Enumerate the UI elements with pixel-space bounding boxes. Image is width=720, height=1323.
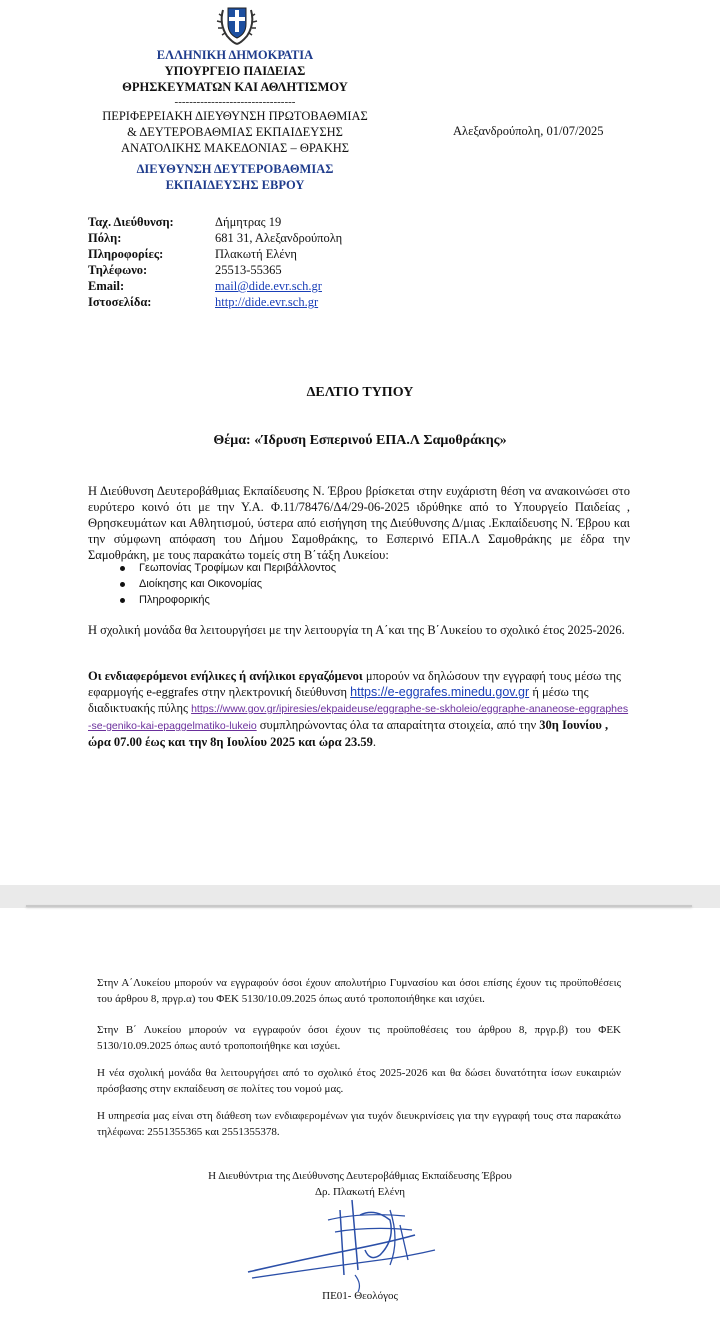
handwritten-signature bbox=[240, 1180, 470, 1295]
website-link[interactable]: http://dide.evr.sch.gr bbox=[215, 295, 319, 309]
contact-value: 25513-55365 bbox=[215, 263, 282, 277]
email-link[interactable]: mail@dide.evr.sch.gr bbox=[215, 279, 322, 293]
registration-lead: Οι ενδιαφερόμενοι ενήλικες ή ανήλικοι εργαζόμενοι bbox=[88, 669, 363, 683]
service-paragraph: Η υπηρεσία μας είναι στη διάθεση των ενδιαφερομένων για τυχόν διευκρινίσεις για την εγγραφή τους στα παρακάτω τηλέφωνα: 2551355365 και 2551355378. bbox=[97, 1110, 621, 1138]
contact-key: Email: bbox=[88, 279, 125, 293]
contact-key: Τηλέφωνο: bbox=[88, 263, 148, 277]
subject-title: Θέμα: «Ίδρυση Εσπερινού ΕΠΑ.Λ Σαμοθράκης» bbox=[213, 433, 507, 448]
contact-row bbox=[88, 294, 342, 310]
regional-line-2: & ΔΕΥΤΕΡΟΒΑΘΜΙΑΣ ΕΚΠΑΙΔΕΥΣΗΣ bbox=[127, 125, 343, 139]
signature-title: ΠΕ01- Θεολόγος bbox=[322, 1290, 398, 1302]
signature-name: Δρ. Πλακωτή Ελένη bbox=[314, 1186, 406, 1198]
sector-list bbox=[120, 560, 336, 608]
republic-title: ΕΛΛΗΝΙΚΗ ΔΗΜΟΚΡΑΤΙΑ bbox=[156, 48, 314, 62]
contact-row bbox=[88, 278, 342, 294]
contact-key: Πόλη: bbox=[88, 231, 122, 245]
operation-paragraph: Η σχολική μονάδα θα λειτουργήσει με την λειτουργία τη Α΄και της Β΄Λυκείου το σχολικό έτος 2025-2026. bbox=[88, 623, 625, 637]
registration-end: . bbox=[372, 735, 376, 749]
ministry-line-1: ΥΠΟΥΡΓΕΙΟ ΠΑΙΔΕΙΑΣ bbox=[164, 64, 306, 78]
e-eggrafes-link[interactable]: https://e-eggrafes.minedu.gov.gr bbox=[350, 685, 530, 699]
registration-paragraph bbox=[88, 668, 630, 750]
list-item bbox=[120, 560, 336, 576]
sector-label: Διοίκησης και Οικονομίας bbox=[139, 578, 263, 590]
bullet-icon bbox=[120, 582, 125, 587]
contact-key: Πληροφορίες: bbox=[88, 247, 164, 261]
contact-block bbox=[88, 214, 342, 310]
list-item bbox=[120, 592, 336, 608]
bullet-icon bbox=[120, 566, 125, 571]
contact-key: Ταχ. Διεύθυνση: bbox=[88, 215, 174, 229]
sector-label: Γεωπονίας Τροφίμων και Περιβάλλοντος bbox=[139, 562, 337, 574]
contact-value: Πλακωτή Ελένη bbox=[215, 247, 297, 261]
contact-row bbox=[88, 214, 342, 230]
contact-row bbox=[88, 262, 342, 278]
page-edge bbox=[26, 905, 692, 907]
contact-row bbox=[88, 246, 342, 262]
registration-text: ή μέσω της διαδικτυακής πύλης bbox=[88, 685, 589, 715]
new-unit-paragraph: Η νέα σχολική μονάδα θα λειτουργήσει από το σχολικό έτος 2025-2026 και θα δώσει δυνατότητα ίσων ευκαιριών πρόσβασης στην εκπαίδευση σε πολίτες του νομού μας. bbox=[97, 1067, 621, 1095]
contact-row bbox=[88, 230, 342, 246]
regional-line-1: ΠΕΡΙΦΕΡΕΙΑΚΗ ΔΙΕΥΘΥΝΣΗ ΠΡΩΤΟΒΑΘΜΙΑΣ bbox=[102, 109, 368, 123]
header-separator: --------------------------------- bbox=[174, 96, 296, 108]
intro-paragraph: Η Διεύθυνση Δευτεροβάθμιας Εκπαίδευσης Ν. Έβρου βρίσκεται στην ευχάριστη θέση να ανακοινώσει στο ευρύτερο κοινό ότι με την Υ.Α. Φ.11/78476/Δ4/29-06-2025 ιδρύθηκε από το Υπουργείο Παιδείας , Θρησκευμάτων και Αθλητισμού, ύστερα από εισήγηση της Διεύθυνσης Δ/μιας .Εκπαίδευσης Ν. Έβρου και την σύμφωνη απόφαση του Δήμου Σαμοθράκης, το Εσπερινό ΕΠΑ.Λ Σαμοθράκης με έδρα την Σαμοθράκη, με τους παρακάτω τομείς στη Β΄τάξη Λυκείου: bbox=[88, 484, 630, 562]
list-item bbox=[120, 576, 336, 592]
b-lyceum-paragraph: Στην Β΄ Λυκείου μπορούν να εγγραφούν όσοι έχουν τις προϋποθέσεις του άρθρου 8, πργρ.β) του ΦΕΚ 5130/10.09.2025 όπως αυτό τροποποιήθηκε και ισχύει. bbox=[97, 1024, 621, 1052]
registration-text: συμπληρώνοντας όλα τα απαραίτητα στοιχεία, από την bbox=[256, 718, 540, 732]
ministry-line-2: ΘΡΗΣΚΕΥΜΑΤΩΝ ΚΑΙ ΑΘΛΗΤΙΣΜΟΥ bbox=[122, 80, 348, 94]
place-date: Αλεξανδρούπολη, 01/07/2025 bbox=[453, 124, 604, 138]
sector-label: Πληροφορικής bbox=[139, 594, 210, 606]
bullet-icon bbox=[120, 598, 125, 603]
signature-role: Η Διευθύντρια της Διεύθυνσης Δευτεροβάθμιας Εκπαίδευσης Έβρου bbox=[208, 1170, 512, 1182]
gov-gr-link[interactable]: https://www.gov.gr/ipiresies/ekpaideuse/eggraphe-se-skholeio/eggraphe-ananeose-eggraphes-se-geniko-kai-epaggelmatiko-lukeio bbox=[88, 703, 629, 732]
directorate-line-1: ΔΙΕΥΘΥΝΣΗ ΔΕΥΤΕΡΟΒΑΘΜΙΑΣ bbox=[136, 162, 334, 176]
press-release-title: ΔΕΛΤΙΟ ΤΥΠΟΥ bbox=[306, 385, 414, 400]
registration-period: 30η Ιουνίου , ώρα 07.00 έως και την 8η Ιουλίου 2025 και ώρα 23.59 bbox=[88, 718, 609, 749]
directorate-line-2: ΕΚΠΑΙΔΕΥΣΗΣ ΕΒΡΟΥ bbox=[165, 178, 305, 192]
contact-value: Δήμητρας 19 bbox=[215, 215, 282, 229]
contact-value: 681 31, Αλεξανδρούπολη bbox=[215, 231, 343, 245]
greek-coat-of-arms-icon bbox=[215, 2, 259, 46]
regional-line-3: ΑΝΑΤΟΛΙΚΗΣ ΜΑΚΕΔΟΝΙΑΣ – ΘΡΑΚΗΣ bbox=[120, 141, 350, 155]
contact-key: Ιστοσελίδα: bbox=[88, 295, 152, 309]
registration-text: μπορούν να δηλώσουν την εγγραφή τους μέσω της εφαρμογής e-eggrafes στην ηλεκτρονική διεύθυνση bbox=[88, 669, 621, 699]
a-lyceum-paragraph: Στην Α΄Λυκείου μπορούν να εγγραφούν όσοι έχουν απολυτήριο Γυμνασίου και όσοι επίσης έχουν τις προϋποθέσεις του άρθρου 8, πργρ.α) του ΦΕΚ 5130/10.09.2025 όπως αυτό τροποποιήθηκε και ισχύει. bbox=[97, 977, 621, 1005]
